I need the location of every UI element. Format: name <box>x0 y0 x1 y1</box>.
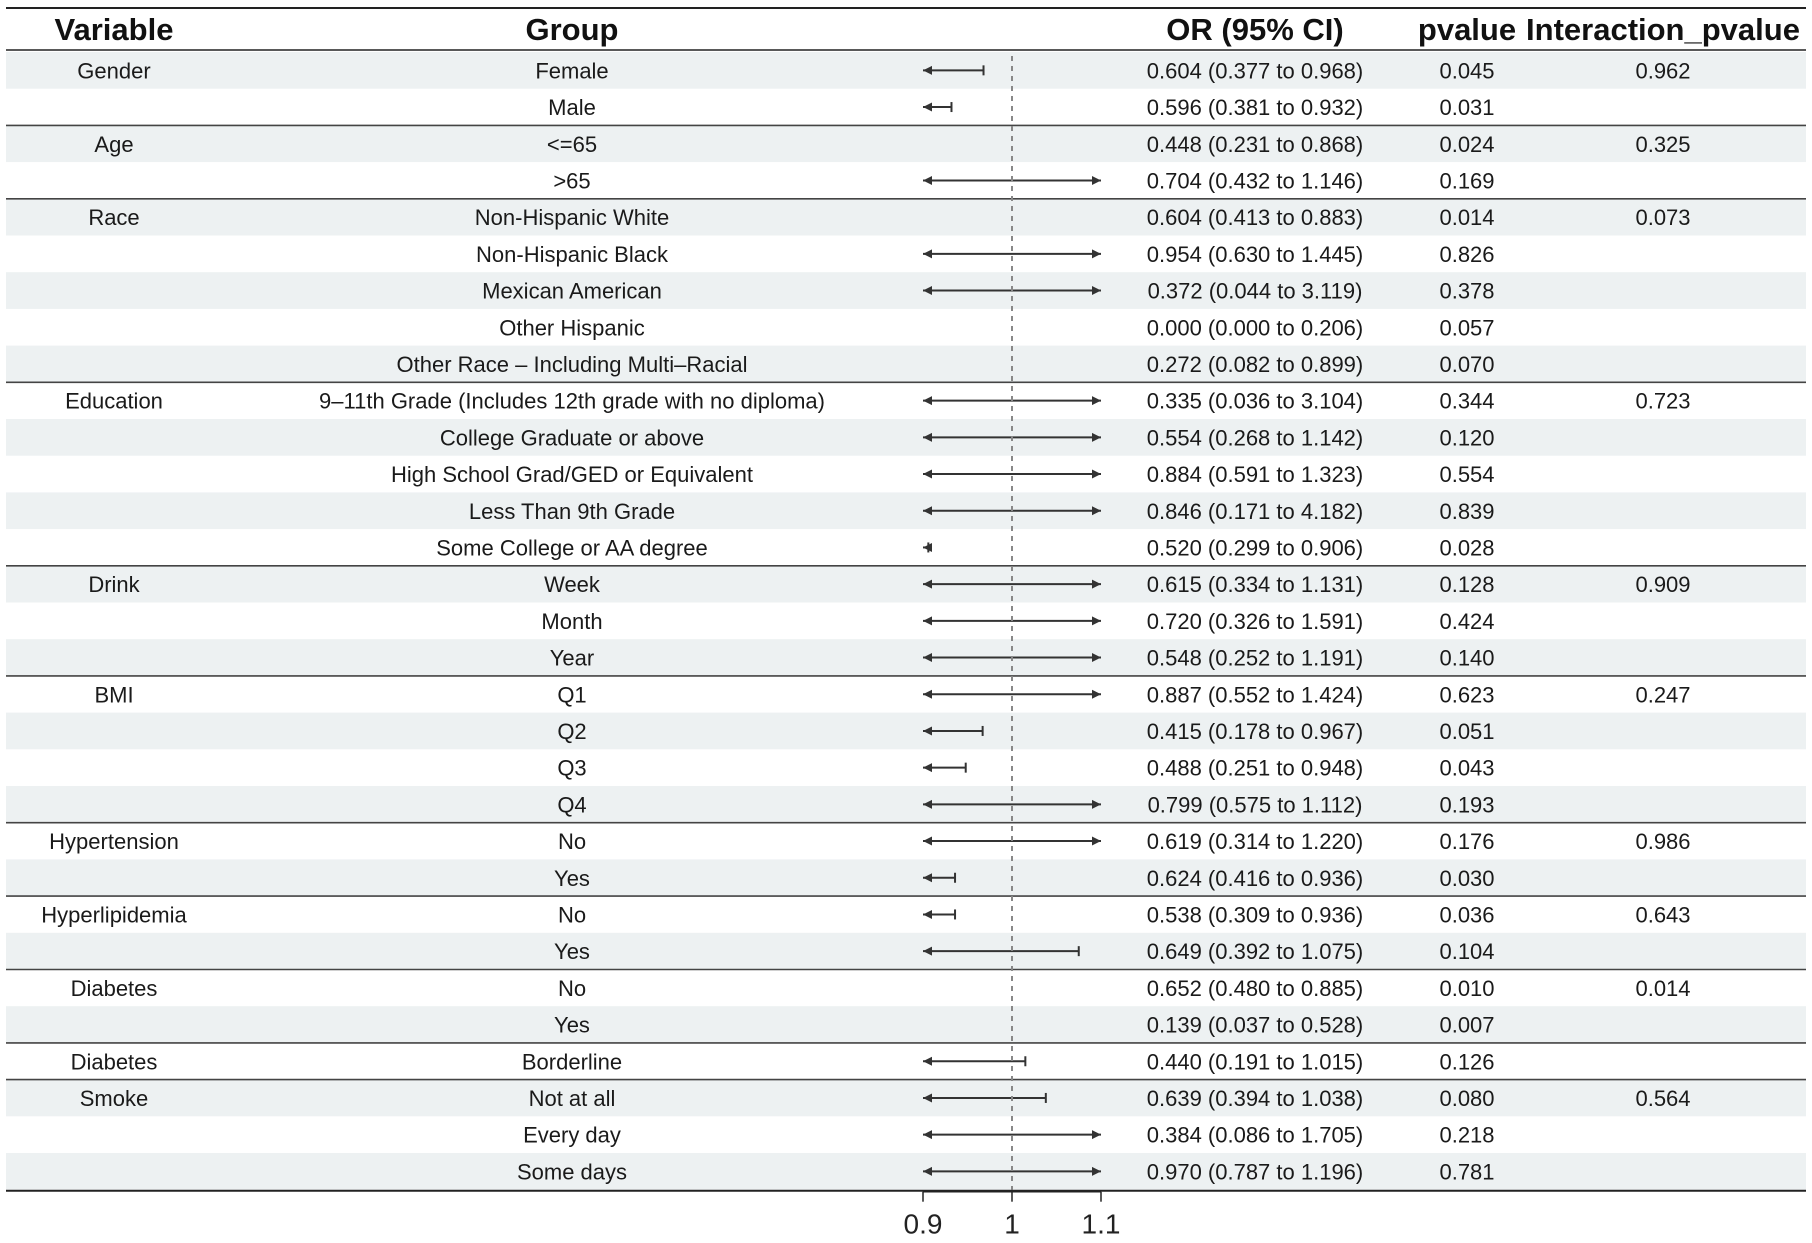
axis-tick-label: 1.1 <box>1081 1208 1121 1240</box>
cell-pvalue: 0.051 <box>1439 718 1495 744</box>
row-stripe <box>6 566 1806 603</box>
ci-arrow-left <box>923 910 932 919</box>
ci-arrow-right <box>1092 396 1101 405</box>
cell-pvalue: 0.080 <box>1439 1085 1495 1111</box>
cell-interaction-pvalue: 0.073 <box>1635 205 1691 231</box>
cell-or-ci: 0.538 (0.309 to 0.936) <box>1146 902 1364 928</box>
ci-arrow-right <box>1092 1130 1101 1139</box>
cell-pvalue: 0.030 <box>1439 865 1495 891</box>
cell-pvalue: 0.218 <box>1439 1122 1495 1148</box>
cell-variable: Smoke <box>79 1085 149 1111</box>
header-variable: Variable <box>54 12 174 47</box>
cell-group: Not at all <box>528 1085 616 1111</box>
cell-pvalue: 0.010 <box>1439 975 1495 1001</box>
cell-pvalue: 0.126 <box>1439 1049 1495 1075</box>
row-stripe <box>6 419 1806 456</box>
cell-variable: Education <box>65 388 163 414</box>
cell-variable: Hyperlipidemia <box>41 902 187 928</box>
cell-pvalue: 0.007 <box>1439 1012 1495 1038</box>
cell-or-ci: 0.139 (0.037 to 0.528) <box>1146 1012 1364 1038</box>
cell-or-ci: 0.488 (0.251 to 0.948) <box>1146 755 1364 781</box>
row-stripe <box>6 933 1806 970</box>
cell-interaction-pvalue: 0.909 <box>1635 572 1691 598</box>
cell-pvalue: 0.031 <box>1439 95 1495 121</box>
ci-arrow-left <box>923 763 932 772</box>
axis-tick-label: 1 <box>1004 1208 1020 1240</box>
cell-variable: Hypertension <box>49 829 179 855</box>
cell-group: Q2 <box>557 718 587 744</box>
cell-or-ci: 0.652 (0.480 to 0.885) <box>1146 975 1364 1001</box>
cell-variable: Drink <box>88 572 140 598</box>
cell-or-ci: 0.548 (0.252 to 1.191) <box>1146 645 1364 671</box>
cell-group: Q1 <box>557 682 587 708</box>
cell-or-ci: 0.272 (0.082 to 0.899) <box>1146 351 1364 377</box>
row-stripe <box>6 1153 1806 1190</box>
header-group: Group <box>525 12 619 47</box>
cell-variable: Diabetes <box>70 975 158 1001</box>
ci-arrow-left <box>923 690 932 699</box>
ci-arrow-right <box>1092 616 1101 625</box>
cell-or-ci: 0.000 (0.000 to 0.206) <box>1146 315 1364 341</box>
cell-group: Borderline <box>521 1049 623 1075</box>
cell-group: Male <box>548 95 596 121</box>
row-stripe <box>6 639 1806 676</box>
ci-arrow-left <box>923 616 932 625</box>
cell-group: Q3 <box>557 755 587 781</box>
cell-interaction-pvalue: 0.247 <box>1635 682 1691 708</box>
cell-pvalue: 0.024 <box>1439 131 1495 157</box>
cell-pvalue: 0.176 <box>1439 829 1495 855</box>
cell-group: Month <box>541 608 603 634</box>
cell-pvalue: 0.193 <box>1439 792 1495 818</box>
cell-or-ci: 0.520 (0.299 to 0.906) <box>1146 535 1364 561</box>
ci-arrow-left <box>923 837 932 846</box>
cell-pvalue: 0.623 <box>1439 682 1495 708</box>
cell-pvalue: 0.104 <box>1439 939 1495 965</box>
ci-arrow-left <box>923 470 932 479</box>
cell-interaction-pvalue: 0.564 <box>1635 1085 1691 1111</box>
cell-pvalue: 0.826 <box>1439 241 1495 267</box>
ci-arrow-right <box>1092 690 1101 699</box>
cell-or-ci: 0.970 (0.787 to 1.196) <box>1146 1159 1364 1185</box>
ci-arrow-left <box>923 176 932 185</box>
cell-or-ci: 0.440 (0.191 to 1.015) <box>1146 1049 1364 1075</box>
cell-or-ci: 0.604 (0.413 to 0.883) <box>1146 205 1364 231</box>
cell-or-ci: 0.554 (0.268 to 1.142) <box>1146 425 1364 451</box>
cell-group: Mexican American <box>482 278 662 304</box>
cell-variable: Gender <box>77 58 151 84</box>
ci-arrow-left <box>923 1130 932 1139</box>
cell-pvalue: 0.028 <box>1439 535 1495 561</box>
cell-pvalue: 0.120 <box>1439 425 1495 451</box>
row-stripe <box>6 492 1806 529</box>
row-stripes <box>6 52 1806 1190</box>
cell-pvalue: 0.554 <box>1439 462 1495 488</box>
row-stripe <box>6 859 1806 896</box>
cell-pvalue: 0.781 <box>1439 1159 1495 1185</box>
cell-pvalue: 0.014 <box>1439 205 1495 231</box>
cell-group: <=65 <box>546 131 598 157</box>
cell-pvalue: 0.424 <box>1439 608 1495 634</box>
cell-interaction-pvalue: 0.325 <box>1635 131 1691 157</box>
cell-group: >65 <box>553 168 591 194</box>
cell-group: College Graduate or above <box>439 425 705 451</box>
cell-or-ci: 0.954 (0.630 to 1.445) <box>1146 241 1364 267</box>
ci-arrow-right <box>1092 176 1101 185</box>
row-stripe <box>6 125 1806 162</box>
cell-pvalue: 0.169 <box>1439 168 1495 194</box>
row-stripe <box>6 1006 1806 1043</box>
cell-group: Some College or AA degree <box>436 535 708 561</box>
cell-variable: Race <box>88 205 140 231</box>
row-stripe <box>6 199 1806 236</box>
cell-group: Q4 <box>557 792 587 818</box>
cell-or-ci: 0.624 (0.416 to 0.936) <box>1146 865 1364 891</box>
cell-or-ci: 0.448 (0.231 to 0.868) <box>1146 131 1364 157</box>
header-pvalue: pvalue <box>1417 12 1517 47</box>
ci-arrow-left <box>923 249 932 258</box>
cell-group: 9–11th Grade (Includes 12th grade with no diploma) <box>319 388 825 414</box>
cell-group: Non-Hispanic Black <box>476 241 668 267</box>
cell-group: Non-Hispanic White <box>474 205 670 231</box>
cell-group: High School Grad/GED or Equivalent <box>391 462 753 488</box>
cell-group: Female <box>535 58 609 84</box>
cell-group: Yes <box>554 939 590 965</box>
row-stripe <box>6 713 1806 750</box>
cell-interaction-pvalue: 0.643 <box>1635 902 1691 928</box>
row-stripe <box>6 52 1806 89</box>
cell-interaction-pvalue: 0.014 <box>1635 975 1691 1001</box>
cell-pvalue: 0.057 <box>1439 315 1495 341</box>
cell-or-ci: 0.799 (0.575 to 1.112) <box>1147 792 1363 818</box>
cell-group: Year <box>549 645 595 671</box>
cell-pvalue: 0.140 <box>1439 645 1495 671</box>
cell-group: No <box>557 829 587 855</box>
cell-or-ci: 0.884 (0.591 to 1.323) <box>1146 462 1364 488</box>
cell-group: Yes <box>554 865 590 891</box>
cell-or-ci: 0.704 (0.432 to 1.146) <box>1146 168 1364 194</box>
ci-arrow-left <box>923 1057 932 1066</box>
cell-or-ci: 0.639 (0.394 to 1.038) <box>1146 1085 1364 1111</box>
header-or-ci: OR (95% CI) <box>1166 12 1344 47</box>
cell-pvalue: 0.036 <box>1439 902 1495 928</box>
cell-group: Less Than 9th Grade <box>468 498 676 524</box>
cell-group: Every day <box>523 1122 621 1148</box>
cell-pvalue: 0.839 <box>1439 498 1495 524</box>
cell-or-ci: 0.372 (0.044 to 3.119) <box>1147 278 1363 304</box>
cell-or-ci: 0.384 (0.086 to 1.705) <box>1146 1122 1364 1148</box>
ci-arrow-right <box>1092 837 1101 846</box>
cell-or-ci: 0.604 (0.377 to 0.968) <box>1146 58 1364 84</box>
ci-arrow-left <box>923 103 932 112</box>
cell-or-ci: 0.596 (0.381 to 0.932) <box>1146 95 1364 121</box>
row-stripe <box>6 272 1806 309</box>
cell-group: No <box>557 975 587 1001</box>
header-interaction-pvalue: Interaction_pvalue <box>1526 12 1800 47</box>
cell-interaction-pvalue: 0.986 <box>1635 829 1691 855</box>
row-stripe <box>6 1080 1806 1117</box>
cell-variable: Age <box>94 131 134 157</box>
cell-or-ci: 0.619 (0.314 to 1.220) <box>1146 829 1364 855</box>
cell-group: Some days <box>516 1159 628 1185</box>
cell-group: Other Hispanic <box>499 315 645 341</box>
cell-or-ci: 0.415 (0.178 to 0.967) <box>1146 718 1364 744</box>
cell-or-ci: 0.720 (0.326 to 1.591) <box>1146 608 1364 634</box>
cell-or-ci: 0.846 (0.171 to 4.182) <box>1146 498 1364 524</box>
cell-group: No <box>557 902 587 928</box>
cell-variable: BMI <box>94 682 134 708</box>
x-axis <box>6 1191 1806 1240</box>
cell-variable: Diabetes <box>70 1049 158 1075</box>
cell-pvalue: 0.043 <box>1439 755 1495 781</box>
cell-pvalue: 0.045 <box>1439 58 1495 84</box>
cell-interaction-pvalue: 0.962 <box>1635 58 1691 84</box>
ci-arrow-left <box>923 396 932 405</box>
cell-group: Yes <box>554 1012 590 1038</box>
axis-tick-label: 0.9 <box>903 1208 943 1240</box>
cell-or-ci: 0.887 (0.552 to 1.424) <box>1146 682 1364 708</box>
cell-interaction-pvalue: 0.723 <box>1635 388 1691 414</box>
ci-arrow-right <box>1092 249 1101 258</box>
cell-or-ci: 0.335 (0.036 to 3.104) <box>1146 388 1364 414</box>
cell-or-ci: 0.649 (0.392 to 1.075) <box>1146 939 1364 965</box>
cell-pvalue: 0.128 <box>1439 572 1495 598</box>
ci-arrow-right <box>1092 470 1101 479</box>
row-stripe <box>6 786 1806 823</box>
cell-group: Other Race – Including Multi–Racial <box>396 351 748 377</box>
cell-group: Week <box>544 572 600 598</box>
cell-pvalue: 0.344 <box>1439 388 1495 414</box>
cell-or-ci: 0.615 (0.334 to 1.131) <box>1146 572 1364 598</box>
row-stripe <box>6 346 1806 383</box>
cell-pvalue: 0.070 <box>1439 351 1495 377</box>
cell-pvalue: 0.378 <box>1439 278 1495 304</box>
